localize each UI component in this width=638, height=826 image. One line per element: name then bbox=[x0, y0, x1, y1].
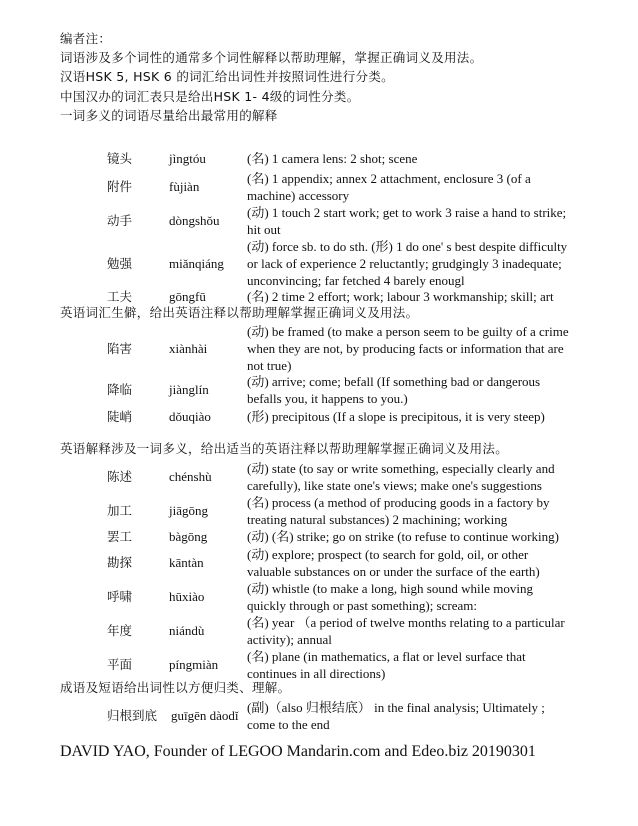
vocab-hanzi: 年度 bbox=[107, 623, 133, 638]
vocab-pinyin: guīgēn dàodǐ bbox=[171, 708, 239, 723]
vocab-definition: (名) process (a method of producing goods in a factory by treating natural substances) 2 machining; working bbox=[247, 495, 550, 527]
vocab-hanzi: 附件 bbox=[107, 179, 133, 194]
vocab-definition: (动) (名) strike; go on strike (to refuse to continue working) bbox=[247, 529, 559, 544]
vocab-definition: (动) be framed (to make a person seem to be guilty of a crime when they are not, by producing facts or information that are not true) bbox=[247, 324, 569, 373]
vocab-definition: (名) 1 camera lens: 2 shot; scene bbox=[247, 151, 418, 166]
section-heading: 英语解释涉及一词多义，给出适当的英语注释以帮助理解掌握正确词义及用法。 bbox=[60, 441, 509, 456]
vocab-definition: (动) explore; prospect (to search for gold, oil, or other valuable substances on or under the surface of the earth) bbox=[247, 547, 540, 579]
vocab-definition: (动) whistle (to make a long, high sound while moving quickly through or past something); scream: bbox=[247, 581, 533, 613]
vocab-hanzi: 呼啸 bbox=[107, 589, 133, 604]
vocab-pinyin: hūxiào bbox=[169, 589, 205, 604]
vocab-definition: (名) 2 time 2 effort; work; labour 3 workmanship; skill; art bbox=[247, 289, 554, 304]
footer-credit: DAVID YAO, Founder of LEGOO Mandarin.com and Edeo.biz 20190301 bbox=[60, 743, 536, 760]
vocab-pinyin: jìngtóu bbox=[169, 151, 206, 166]
editor-note-line: 中国汉办的词汇表只是给出HSK 1- 4级的词性分类。 bbox=[60, 89, 360, 104]
vocab-pinyin: gōngfū bbox=[169, 289, 206, 304]
vocab-hanzi: 陈述 bbox=[107, 469, 133, 484]
editor-note-line: 汉语HSK 5, HSK 6 的词汇给出词性并按照词性进行分类。 bbox=[60, 69, 394, 84]
vocab-pinyin: dǒuqiào bbox=[169, 409, 211, 424]
vocab-pinyin: dòngshǒu bbox=[169, 213, 220, 228]
editor-note-line: 一词多义的词语尽量给出最常用的解释 bbox=[60, 108, 278, 123]
vocab-hanzi: 陷害 bbox=[107, 341, 133, 356]
vocab-pinyin: jiāgōng bbox=[169, 503, 208, 518]
vocab-pinyin: niándù bbox=[169, 623, 205, 638]
vocab-pinyin: miǎnqiáng bbox=[169, 256, 224, 271]
vocab-definition: (形) precipitous (If a slope is precipitous, it is very steep) bbox=[247, 409, 545, 424]
vocab-hanzi: 勉强 bbox=[107, 256, 133, 271]
vocab-pinyin: jiànglín bbox=[169, 382, 209, 397]
vocab-hanzi: 工夫 bbox=[107, 289, 133, 304]
section-heading: 英语词汇生僻，给出英语注释以帮助理解掌握正确词义及用法。 bbox=[60, 305, 419, 320]
vocab-definition: (副)（also 归根结底） in the final analysis; Ultimately ; come to the end bbox=[247, 700, 545, 732]
editor-note-title: 编者注： bbox=[60, 31, 112, 46]
vocab-pinyin: bàgōng bbox=[169, 529, 208, 544]
vocab-definition: (名) year （a period of twelve months relating to a particular activity); annual bbox=[247, 615, 565, 647]
vocab-hanzi: 平面 bbox=[107, 657, 133, 672]
vocab-pinyin: píngmiàn bbox=[169, 657, 219, 672]
vocab-definition: (动) state (to say or write something, especially clearly and carefully), like state one's views; make one's suggestions bbox=[247, 461, 555, 493]
vocab-hanzi: 动手 bbox=[107, 213, 133, 228]
vocab-hanzi: 勘探 bbox=[107, 555, 133, 570]
section-heading: 成语及短语给出词性以方便归类、理解。 bbox=[60, 680, 291, 695]
vocab-definition: (名) 1 appendix; annex 2 attachment, enclosure 3 (of a machine) accessory bbox=[247, 171, 531, 203]
vocab-hanzi: 镜头 bbox=[107, 151, 133, 166]
vocab-hanzi: 罢工 bbox=[107, 529, 133, 544]
vocab-hanzi: 归根到底 bbox=[107, 708, 158, 723]
vocab-definition: (动) force sb. to do sth. (形) 1 do one' s best despite difficulty or lack of experience 2 reluctantly; grudgingly 3 inadequate; unconvincing; far fetched 4 barely enougl bbox=[247, 239, 568, 288]
vocab-pinyin: xiànhài bbox=[169, 341, 208, 356]
vocab-pinyin: chénshù bbox=[169, 469, 212, 484]
vocab-hanzi: 陡峭 bbox=[107, 409, 133, 424]
vocab-pinyin: fùjiàn bbox=[169, 179, 200, 194]
vocab-hanzi: 加工 bbox=[107, 503, 133, 518]
editor-note-line: 词语涉及多个词性的通常多个词性解释以帮助理解，掌握正确词义及用法。 bbox=[60, 50, 483, 65]
vocab-definition: (名) plane (in mathematics, a flat or level surface that continues in all directions) bbox=[247, 649, 526, 681]
vocab-definition: (动) 1 touch 2 start work; get to work 3 raise a hand to strike; hit out bbox=[247, 205, 567, 237]
vocab-hanzi: 降临 bbox=[107, 382, 133, 397]
vocab-pinyin: kāntàn bbox=[169, 555, 204, 570]
vocab-definition: (动) arrive; come; befall (If something bad or dangerous befalls you, it happens to you.) bbox=[247, 374, 541, 406]
